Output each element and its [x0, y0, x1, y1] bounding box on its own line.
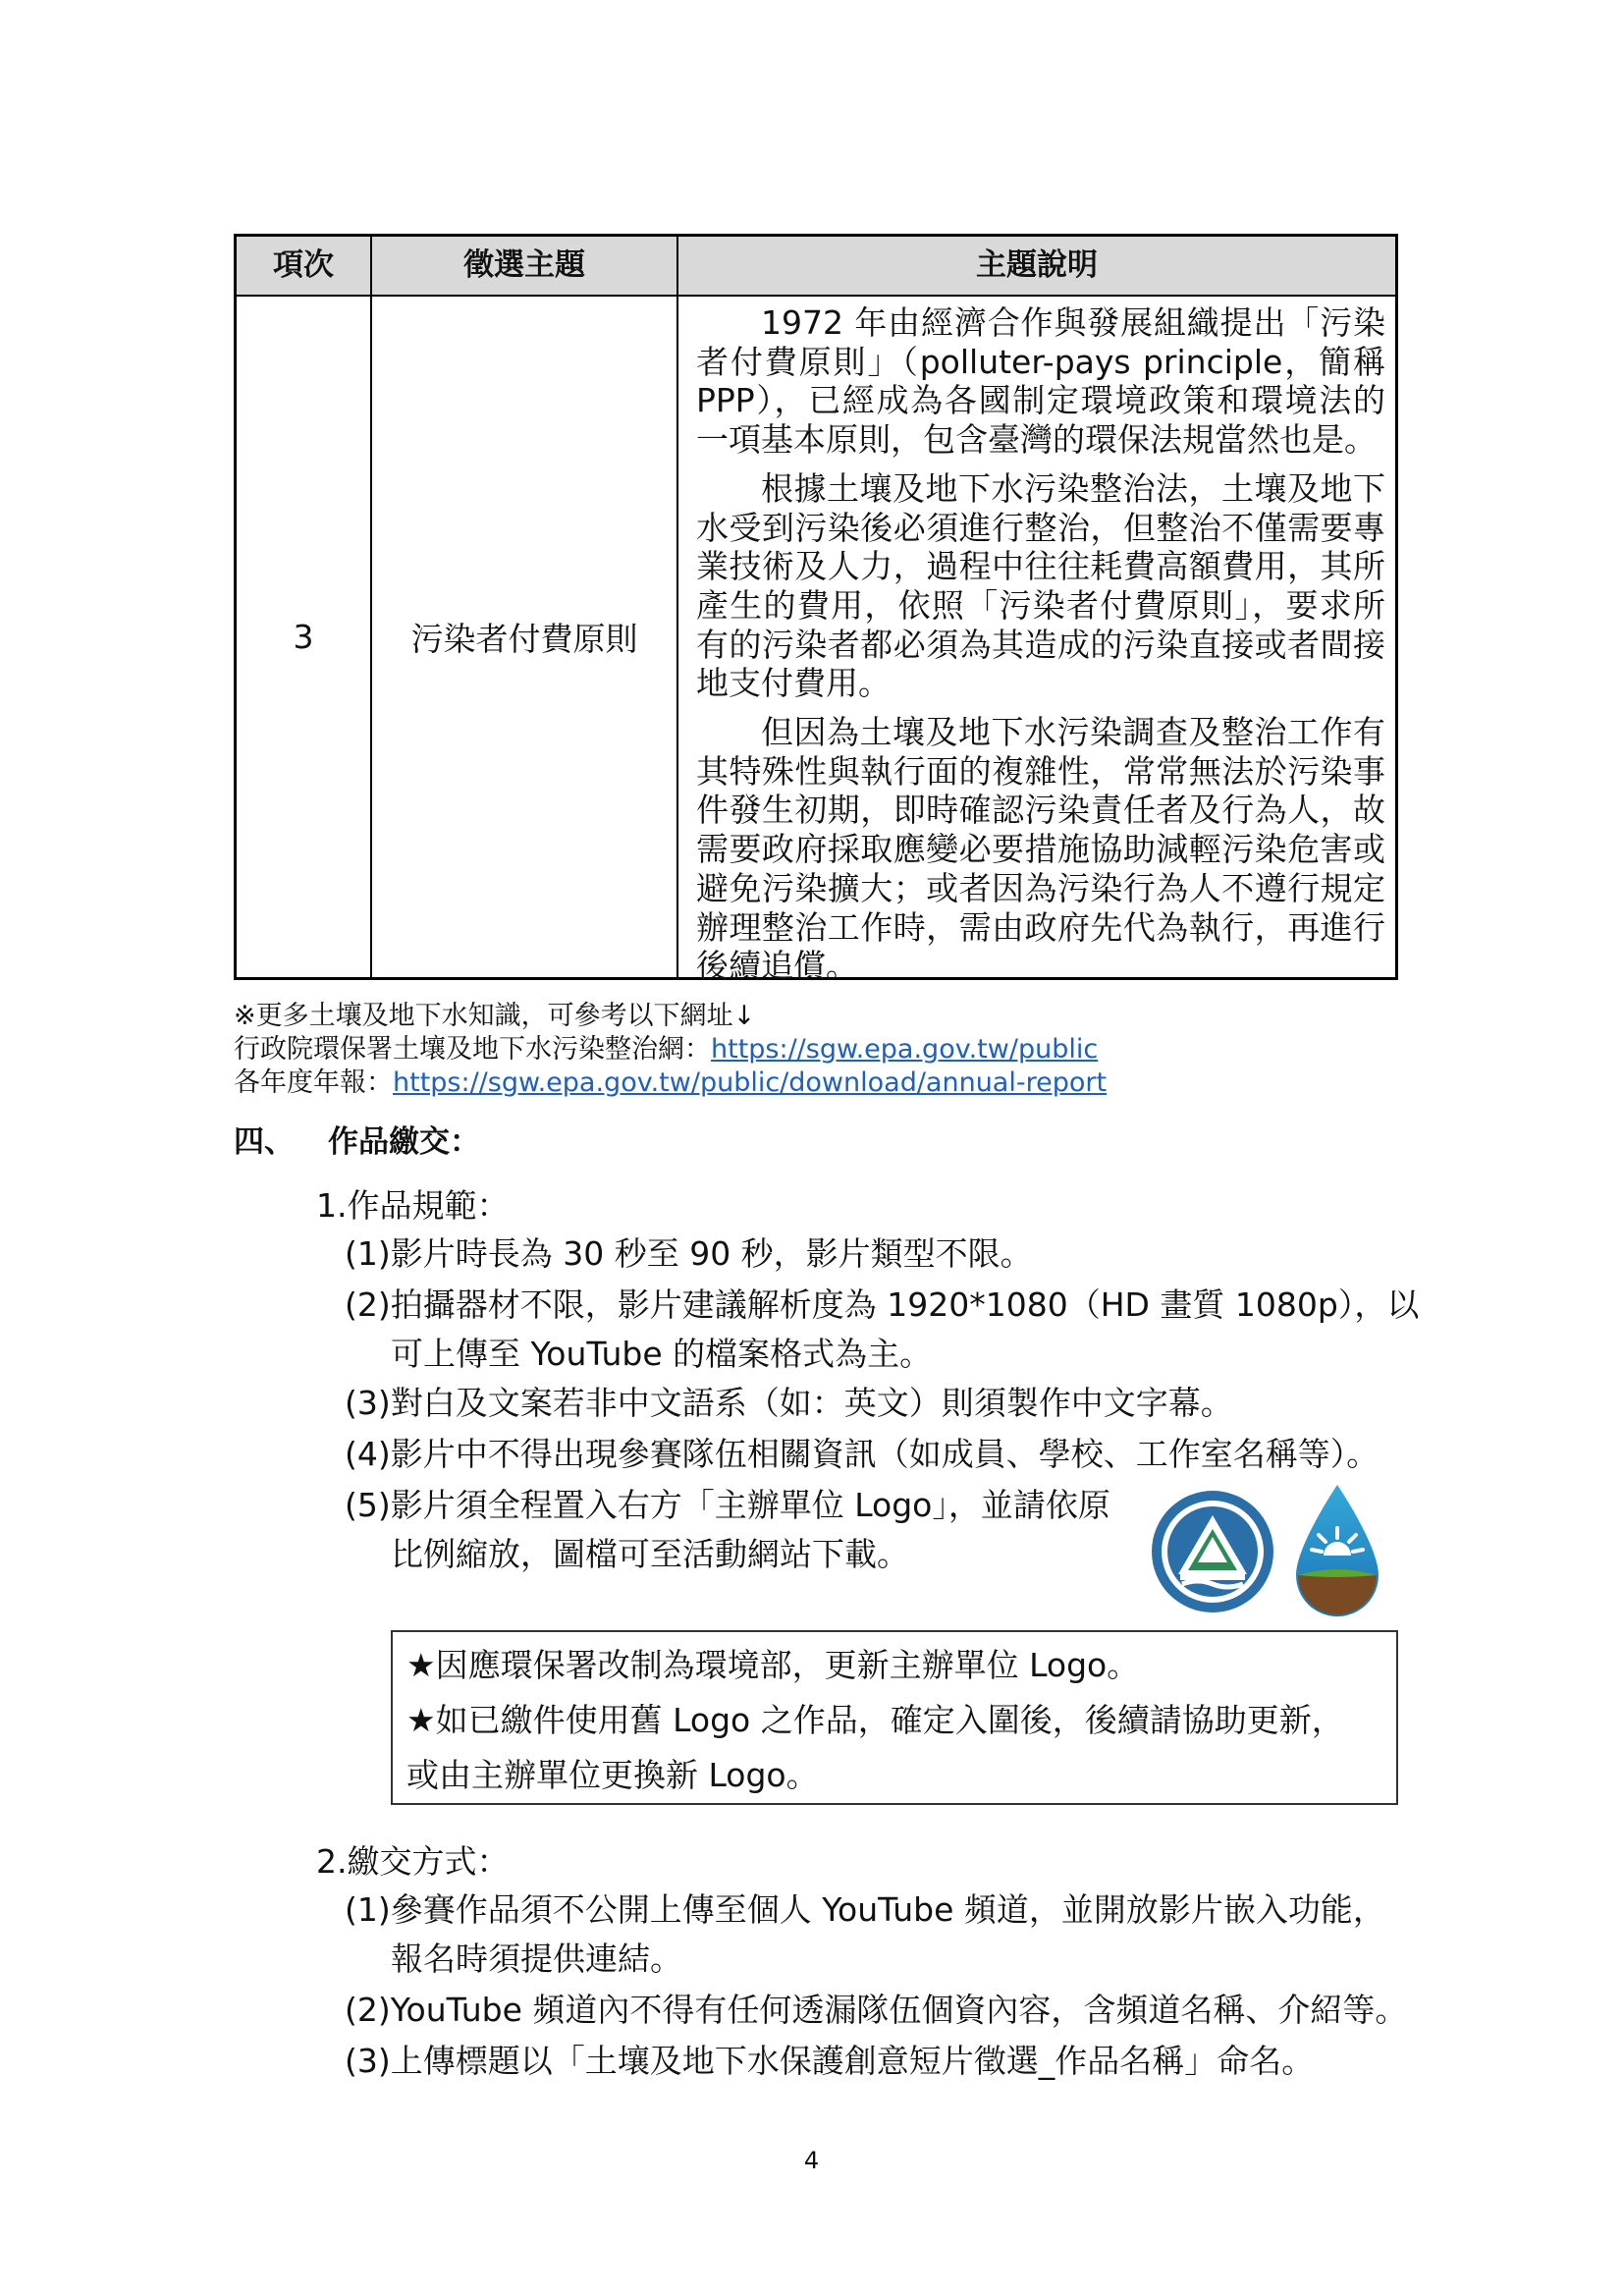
notice-line: ★如已繳件使用舊 Logo 之作品，確定入圍後，後續請協助更新， — [406, 1701, 1344, 1739]
submit-item-continuation: 報名時須提供連結。 — [391, 1940, 682, 1978]
header-theme: 徵選主題 — [463, 247, 585, 283]
section-number: 四、 — [234, 1124, 295, 1160]
logo-update-notice — [391, 1630, 1398, 1805]
section-title: 作品繳交： — [328, 1124, 480, 1160]
ministry-environment-logo-icon — [1149, 1488, 1276, 1615]
spec-title: 1.作品規範： — [316, 1186, 510, 1225]
reference-site-label: 行政院環保署土壤及地下水污染整治網： — [234, 1034, 711, 1065]
submit-item: (1)參賽作品須不公開上傳至個人 YouTube 頻道，並開放影片嵌入功能， — [345, 1890, 1385, 1929]
spec-item: (5)影片須全程置入右方「主辦單位 Logo」，並請依原 — [345, 1486, 1110, 1524]
description-paragraph: 1972 年由經濟合作與發展組織提出「污染者付費原則」（polluter-pays principle，簡稱 PPP），已經成為各國制定環境政策和環境法的一項基本原則，包含臺灣的環保法規當然也是。 — [696, 303, 1385, 460]
reference-site-line — [234, 1033, 1098, 1066]
description-paragraph: 但因為土壤及地下水污染調查及整治工作有其特殊性與執行面的複雜性，常常無法於污染事件發生初期，即時確認污染責任者及行為人，故需要政府採取應變必要措施協助減輕污染危害或避免污染擴大；或者因為污染行為人不遵行規定辦理整治工作時，需由政府先代為執行，再進行後續追償。 — [696, 713, 1385, 986]
reference-site-link[interactable]: https://sgw.epa.gov.tw/public — [711, 1034, 1099, 1065]
header-description: 主題說明 — [976, 247, 1098, 283]
submit-title: 2.繳交方式： — [316, 1842, 510, 1881]
spec-item: (4)影片中不得出現參賽隊伍相關資訊（如成員、學校、工作室名稱等）。 — [345, 1435, 1380, 1473]
reference-intro: ※更多土壤及地下水知識，可參考以下網址↓ — [234, 1001, 756, 1031]
notice-line: ★因應環保署改制為環境部，更新主辦單位 Logo。 — [406, 1646, 1140, 1684]
submit-item: (2)YouTube 頻道內不得有任何透漏隊伍個資內容，含頻道名稱、介紹等。 — [345, 1991, 1408, 2029]
row-description — [696, 303, 1385, 996]
description-paragraph: 根據土壤及地下水污染整治法，土壤及地下水受到污染後必須進行整治，但整治不僅需要專業技術及人力，過程中往往耗費高額費用，其所產生的費用，依照「污染者付費原則」，要求所有的污染者都必須為其造成的污染直接或者間接地支付費用。 — [696, 468, 1385, 703]
spec-item: (3)對白及文案若非中文語系（如：英文）則須製作中文字幕。 — [345, 1384, 1233, 1422]
page-number: 4 — [803, 2147, 820, 2174]
spec-item: (2)拍攝器材不限，影片建議解析度為 1920*1080（HD 畫質 1080p），以 — [345, 1285, 1420, 1324]
reference-report-label: 各年度年報： — [234, 1067, 393, 1098]
table-header-row — [237, 237, 1395, 297]
notice-line: 或由主辦單位更換新 Logo。 — [406, 1756, 819, 1794]
header-item-number: 項次 — [273, 247, 334, 283]
theme-table — [234, 234, 1398, 986]
soil-groundwater-drop-logo-icon — [1288, 1481, 1386, 1620]
spec-item-continuation: 可上傳至 YouTube 的檔案格式為主。 — [391, 1335, 933, 1373]
spec-item-continuation: 比例縮放，圖檔可至活動網站下載。 — [391, 1535, 909, 1573]
submit-item: (3)上傳標題以「土壤及地下水保護創意短片徵選_作品名稱」命名。 — [345, 2042, 1315, 2080]
reference-report-line — [234, 1066, 1107, 1100]
spec-item: (1)影片時長為 30 秒至 90 秒，影片類型不限。 — [345, 1234, 1033, 1273]
section-heading — [234, 1117, 480, 1161]
column-divider — [676, 237, 678, 977]
row-theme: 污染者付費原則 — [410, 620, 638, 658]
row-number: 3 — [293, 618, 314, 656]
reference-report-link[interactable]: https://sgw.epa.gov.tw/public/download/annual-report — [393, 1067, 1108, 1098]
